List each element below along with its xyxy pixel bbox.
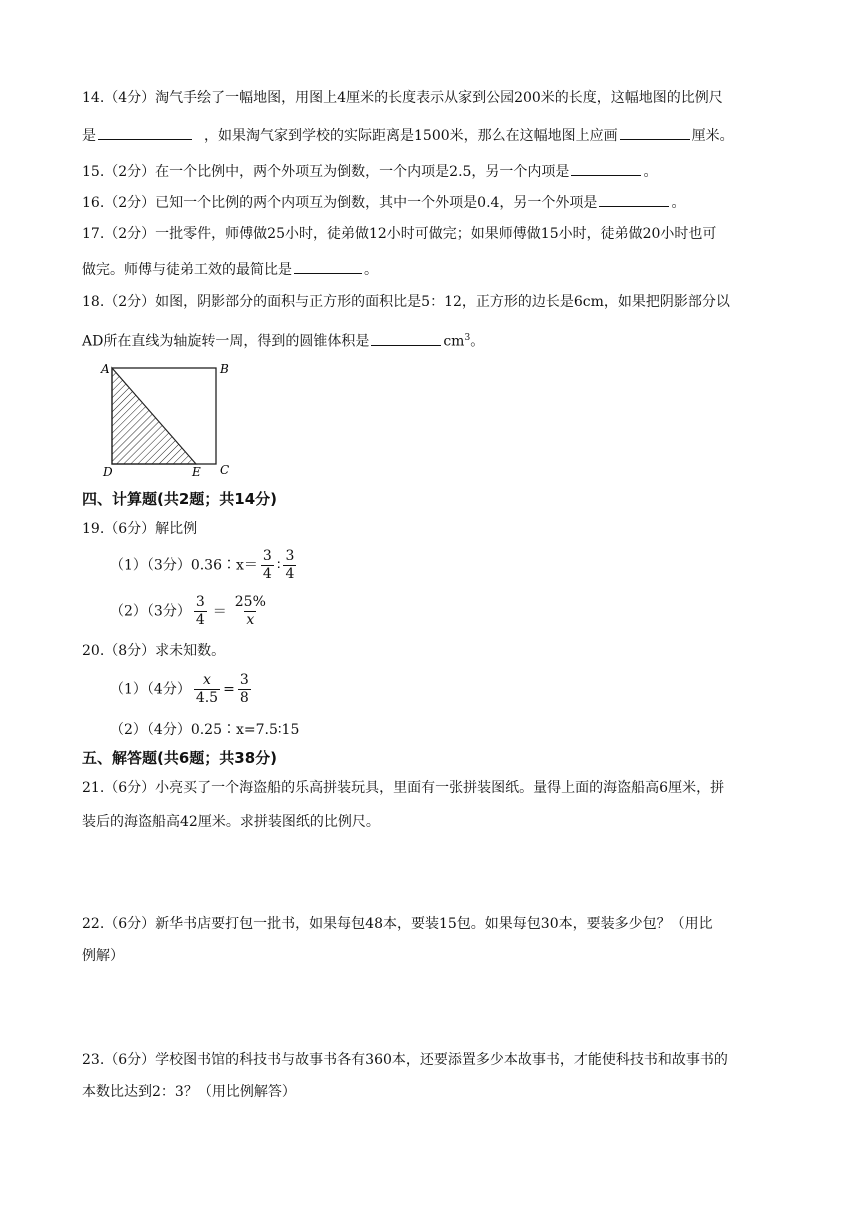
q18-unit-exponent: 3 [464, 333, 471, 343]
q21-line2: 装后的海盗船高42厘米。求拼装图纸的比例尺。 [82, 814, 380, 830]
q20-part2-label: （2）（4分） [110, 722, 191, 738]
q17-end: 。 [364, 262, 378, 278]
q20-part2-equation: 0.25∶x=7.5∶15 [190, 722, 300, 738]
q16-answer-blank[interactable] [599, 191, 669, 207]
q14-text-a: 是 [82, 128, 96, 144]
q19-part1 [110, 548, 299, 583]
q20-part1-equals: = [223, 681, 235, 698]
fraction-denominator: x [246, 612, 255, 628]
q19-part2-equals: ＝ [212, 603, 227, 620]
q18-answer-blank[interactable] [371, 330, 441, 346]
q18-unit: cm [443, 333, 465, 350]
q22-line2: 例解） [82, 948, 124, 964]
q16-line [82, 191, 685, 213]
q19-part2-label: （2）（3分） [110, 603, 191, 620]
q22-line1: 22.（6分）新华书店要打包一批书，如果每包48本，要装15包。如果每包30本，要装多少包？（用比 [82, 916, 713, 932]
fraction-denominator: 4 [195, 612, 205, 628]
q14-answer-blank-1[interactable] [98, 124, 192, 140]
fraction-numerator: 3 [262, 548, 272, 564]
vertex-label-c: C [220, 463, 230, 477]
fraction-numerator: 3 [285, 548, 295, 564]
q15-answer-blank[interactable] [571, 160, 641, 176]
q23-line1: 23.（6分）学校图书馆的科技书与故事书各有360本，还要添置多少本故事书，才能使科技书和故事书的 [82, 1052, 728, 1068]
q19-part1-label: （1）（3分） [110, 557, 191, 574]
vertex-label-a: A [101, 362, 110, 376]
q17-text: 做完。师傅与徒弟工效的最简比是 [82, 262, 292, 278]
fraction-denominator: 4 [262, 566, 272, 582]
q17-line1: 17.（2分）一批零件，师傅做25小时，徒弟做12小时可做完；如果师傅做15小时，徒弟做20小时也可 [82, 226, 717, 242]
q14-text-b: ，如果淘气家到学校的实际距离是1500米，那么在这幅地图上应画 [204, 128, 618, 144]
q17-answer-blank[interactable] [294, 258, 362, 274]
square-figure [100, 360, 240, 480]
q18-line2 [82, 328, 484, 352]
q17-line2 [82, 258, 378, 280]
q19-part1-colon: ∶ [276, 557, 281, 574]
q19-part2-fraction-2 [233, 594, 268, 629]
q19-part2-fraction-1 [194, 594, 207, 629]
q19-part2 [110, 594, 271, 629]
q16-end: 。 [671, 195, 686, 211]
fraction-numerator: 3 [195, 594, 205, 610]
q18-line1: 18.（2分）如图，阴影部分的面积与正方形的面积比是5：12，正方形的边长是6cm，如果把阴影部分以 [82, 294, 730, 310]
section-5-title: 五、解答题(共6题；共38分) [82, 749, 278, 767]
q14-line1: 14.（4分）淘气手绘了一幅地图，用图上4厘米的长度表示从家到公园200米的长度，这幅地图的比例尺 [82, 90, 723, 106]
q20-part1-label: （1）（4分） [110, 681, 191, 698]
fraction-denominator: 4 [285, 566, 295, 582]
q20-part1-fraction-1 [194, 672, 220, 707]
fraction-numerator: 25% [234, 594, 266, 610]
vertex-label-d: D [103, 465, 113, 479]
q14-line2 [82, 124, 734, 146]
fraction-numerator: 3 [239, 672, 249, 688]
q15-end: 。 [643, 164, 658, 180]
q20-part1-fraction-2 [238, 672, 251, 707]
q15-text: 15.（2分）在一个比例中，两个外项互为倒数，一个内项是2.5，另一个内项是 [82, 164, 570, 180]
q21-line1: 21.（6分）小亮买了一个海盗船的乐高拼装玩具，里面有一张拼装图纸。量得上面的海盗船高6厘米，拼 [82, 780, 725, 796]
q14-answer-blank-2[interactable] [620, 124, 690, 140]
q20-part1 [110, 672, 254, 707]
q19-part1-fraction-2 [283, 548, 296, 583]
q18-end: 。 [470, 333, 485, 350]
q19-title: 19.（6分）解比例 [82, 521, 198, 537]
q20-title: 20.（8分）求未知数。 [82, 643, 226, 659]
q20-part2 [110, 720, 299, 740]
q19-part1-fraction-1 [261, 548, 274, 583]
q23-line2: 本数比达到2：3？（用比例解答） [82, 1084, 296, 1100]
q15-line [82, 160, 657, 182]
fraction-denominator: 8 [239, 690, 249, 706]
vertex-label-b: B [220, 362, 229, 376]
q18-text: AD所在直线为轴旋转一周，得到的圆锥体积是 [82, 333, 370, 350]
fraction-denominator: 4.5 [195, 690, 219, 706]
vertex-label-e: E [192, 465, 201, 479]
q14-text-c: 厘米。 [691, 128, 734, 144]
fraction-numerator: x [203, 672, 211, 688]
section-4-title: 四、计算题(共2题；共14分) [82, 490, 278, 508]
q16-text: 16.（2分）已知一个比例的两个内项互为倒数，其中一个外项是0.4，另一个外项是 [82, 195, 598, 211]
shaded-triangle [112, 368, 196, 464]
q19-part1-lhs: 0.36∶x＝ [190, 557, 258, 574]
